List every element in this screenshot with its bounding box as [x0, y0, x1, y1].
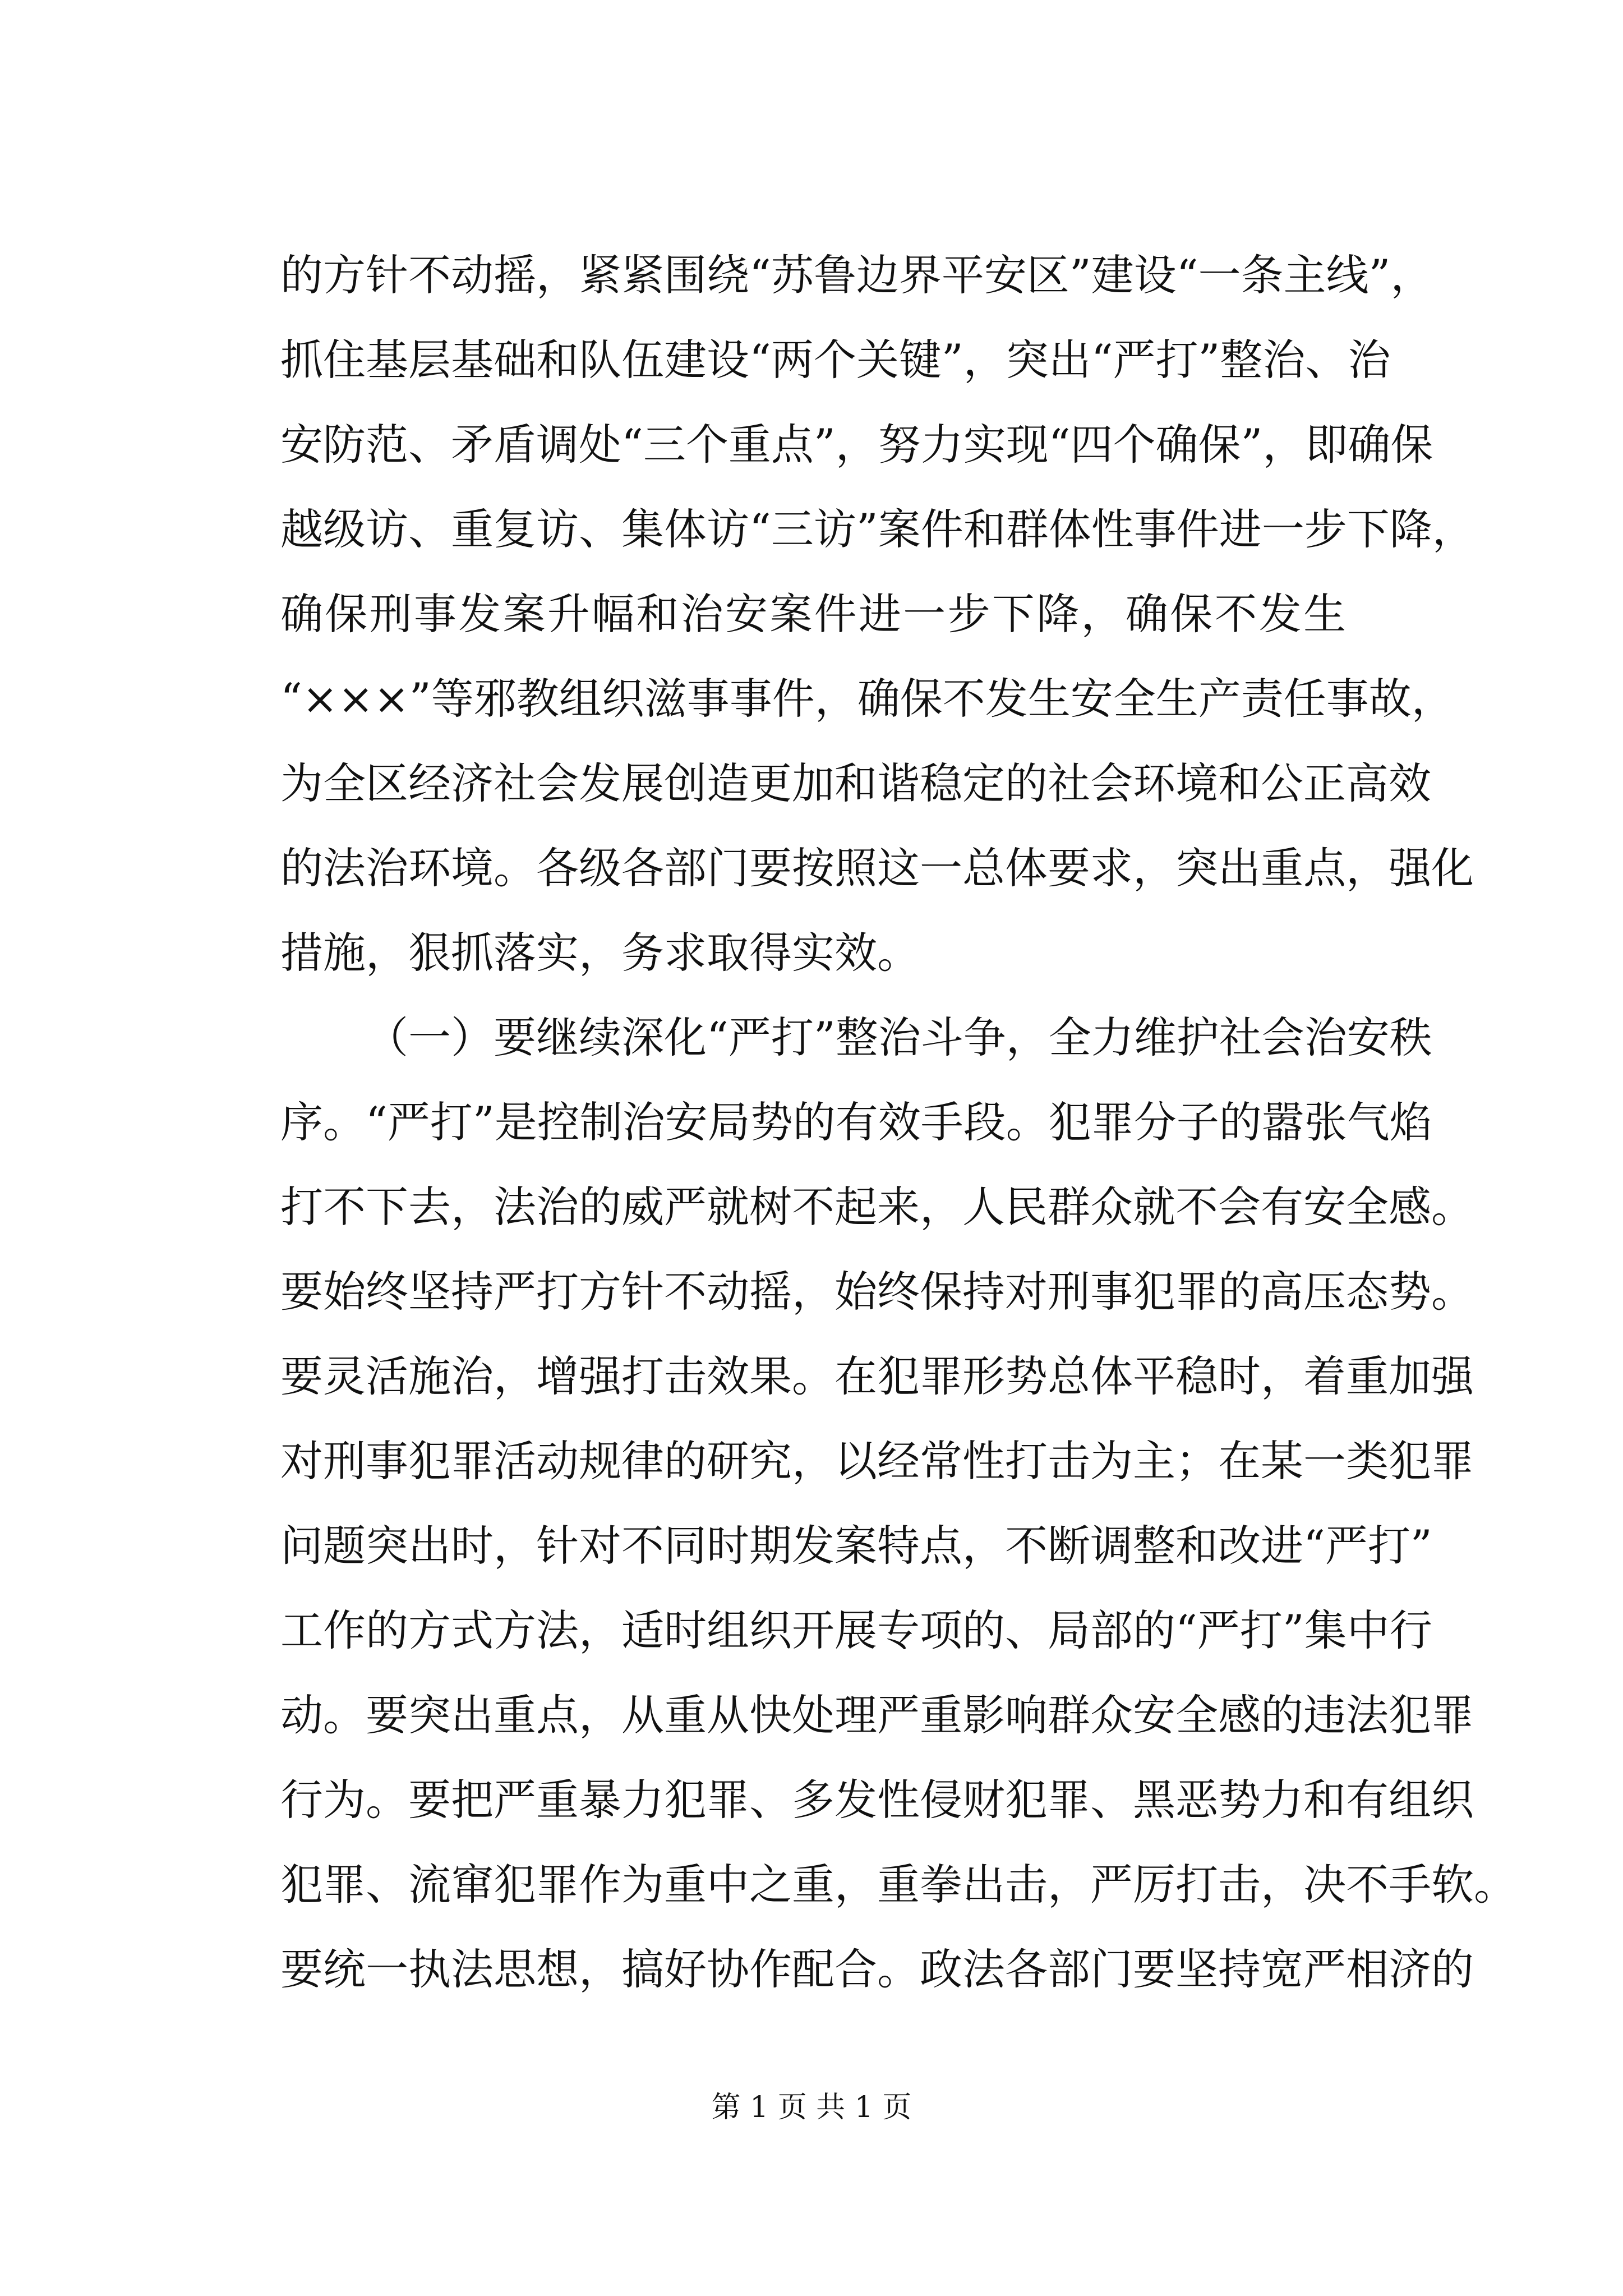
text-line: 安防范、矛盾调处“三个重点”，努力实现“四个确保”，即确保: [280, 420, 1433, 470]
text-line: 问题突出时，针对不同时期发案特点，不断调整和改进“严打”: [280, 1521, 1432, 1571]
text-line: 要始终坚持严打方针不动摇，始终保持对刑事犯罪的高压态势。: [280, 1267, 1474, 1317]
text-line: 序。“严打”是控制治安局势的有效手段。犯罪分子的嚣张气焰: [280, 1097, 1432, 1147]
text-line: 要灵活施治，增强打击效果。在犯罪形势总体平稳时，着重加强: [280, 1351, 1474, 1401]
text-line: 动。要突出重点，从重从快处理严重影响群众安全感的违法犯罪: [280, 1690, 1474, 1740]
text-line: 越级访、重复访、集体访“三访”案件和群体性事件进一步下降，: [280, 504, 1475, 554]
text-line: 工作的方式方法，适时组织开展专项的、局部的“严打”集中行: [280, 1605, 1432, 1655]
text-line: 要统一执法思想，搞好协作配合。政法各部门要坚持宽严相济的: [280, 1944, 1474, 1994]
text-line: 犯罪、流窜犯罪作为重中之重，重拳出击，严厉打击，决不手软。: [280, 1860, 1516, 1910]
paragraph-1: [280, 233, 1475, 995]
text-line: 为全区经济社会发展创造更加和谐稳定的社会环境和公正高效: [280, 758, 1431, 808]
text-line: 的方针不动摇，紧紧围绕“苏鲁边界平安区”建设“一条主线”，: [280, 250, 1433, 300]
text-line: 抓住基层基础和队伍建设“两个关键”，突出“严打”整治、治: [280, 335, 1391, 385]
text-line: 打不下去，法治的威严就树不起来，人民群众就不会有安全感。: [280, 1182, 1474, 1232]
text-line: “×××”等邪教组织滋事事件，确保不发生安全生产责任事故，: [280, 674, 1454, 724]
text-line: 确保刑事发案升幅和治安案件进一步下降，确保不发生: [280, 589, 1346, 639]
paragraph-2: [280, 995, 1516, 2012]
text-line: （一）要继续深化“严打”整治斗争，全力维护社会治安秩: [366, 1013, 1432, 1062]
document-body: [280, 233, 1516, 2012]
page-number-footer: 第 1 页 共 1 页: [711, 2091, 912, 2124]
text-line: 行为。要把严重暴力犯罪、多发性侵财犯罪、黑恶势力和有组织: [280, 1775, 1474, 1825]
text-line: 的法治环境。各级各部门要按照这一总体要求，突出重点，强化: [280, 843, 1474, 893]
text-line: 对刑事犯罪活动规律的研究，以经常性打击为主；在某一类犯罪: [280, 1436, 1474, 1486]
text-line: 措施，狠抓落实，务求取得实效。: [280, 928, 920, 978]
